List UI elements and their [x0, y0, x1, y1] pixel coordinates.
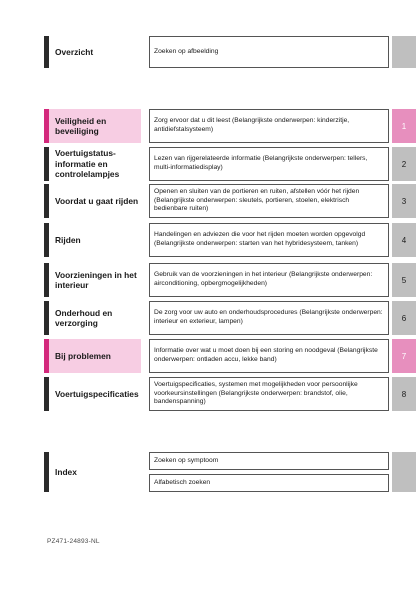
- chapter-description-link[interactable]: Gebruik van de voorzieningen in het interieur (Belangrijkste onderwerpen: airconditioning, opbergmogelijkheden): [149, 263, 389, 297]
- chapter-description-link[interactable]: Zorg ervoor dat u dit leest (Belangrijkste onderwerpen: kinderzitje, antidiefstalsysteem): [149, 109, 389, 143]
- overview-search-link[interactable]: Zoeken op afbeelding: [149, 36, 389, 68]
- chapter-row-1[interactable]: [0, 109, 416, 143]
- chapter-description-link[interactable]: Handelingen en adviezen die voor het rijden moeten worden opgevolgd (Belangrijkste onderwerpen: starten van het hybridesysteem, tanken): [149, 223, 389, 257]
- chapter-number-tab[interactable]: 5: [392, 263, 416, 297]
- document-code: PZ471-24893-NL: [47, 538, 100, 545]
- chapter-number-tab[interactable]: 4: [392, 223, 416, 257]
- chapter-title: Voertuigstatus-informatie en controlelampjes: [49, 147, 141, 181]
- chapter-description-link[interactable]: Lezen van rijgerelateerde informatie (Belangrijkste onderwerpen: tellers, multi-informatiedisplay): [149, 147, 389, 181]
- chapter-title: Voertuigspecificaties: [49, 377, 141, 411]
- chapter-description-link[interactable]: De zorg voor uw auto en onderhoudsprocedures (Belangrijkste onderwerpen: interieur en exterieur, lampen): [149, 301, 389, 335]
- overview-tab: [392, 36, 416, 68]
- chapter-number-tab[interactable]: 1: [392, 109, 416, 143]
- chapter-row-5[interactable]: [0, 263, 416, 297]
- chapter-row-2[interactable]: [0, 147, 416, 181]
- chapter-row-8[interactable]: [0, 377, 416, 411]
- chapter-title: Onderhoud en verzorging: [49, 301, 141, 335]
- chapter-number-tab[interactable]: 8: [392, 377, 416, 411]
- index-item-symptom[interactable]: Zoeken op symptoom: [149, 452, 389, 470]
- chapter-row-4[interactable]: [0, 223, 416, 257]
- overview-title: Overzicht: [49, 36, 141, 68]
- index-title: Index: [49, 452, 141, 492]
- chapter-description-link[interactable]: Openen en sluiten van de portieren en ruiten, afstellen vóór het rijden (Belangrijkste onderwerpen: sleutels, portieren, stoelen, elektrisch bedienbare ruiten): [149, 184, 389, 218]
- index-tab: [392, 452, 416, 492]
- chapter-number-tab[interactable]: 6: [392, 301, 416, 335]
- chapter-title: Voordat u gaat rijden: [49, 184, 141, 218]
- overview-row[interactable]: [0, 36, 416, 68]
- chapter-title: Voorzieningen in het interieur: [49, 263, 141, 297]
- chapter-row-7[interactable]: [0, 339, 416, 373]
- chapter-description-link[interactable]: Informatie over wat u moet doen bij een storing en noodgeval (Belangrijkste onderwerpen: ontladen accu, lekke band): [149, 339, 389, 373]
- index-item-alphabetical[interactable]: Alfabetisch zoeken: [149, 474, 389, 492]
- chapter-number-tab[interactable]: 2: [392, 147, 416, 181]
- chapter-title: Bij problemen: [49, 339, 141, 373]
- chapter-description-link[interactable]: Voertuigspecificaties, systemen met mogelijkheden voor persoonlijke voorkeursinstellingen (Belangrijkste onderwerpen: brandstof, olie, bandenspanning): [149, 377, 389, 411]
- chapter-row-6[interactable]: [0, 301, 416, 335]
- chapter-number-tab[interactable]: 7: [392, 339, 416, 373]
- index-row[interactable]: [0, 452, 416, 492]
- chapter-row-3[interactable]: [0, 184, 416, 218]
- chapter-title: Veiligheid en beveiliging: [49, 109, 141, 143]
- chapter-number-tab[interactable]: 3: [392, 184, 416, 218]
- chapter-title: Rijden: [49, 223, 141, 257]
